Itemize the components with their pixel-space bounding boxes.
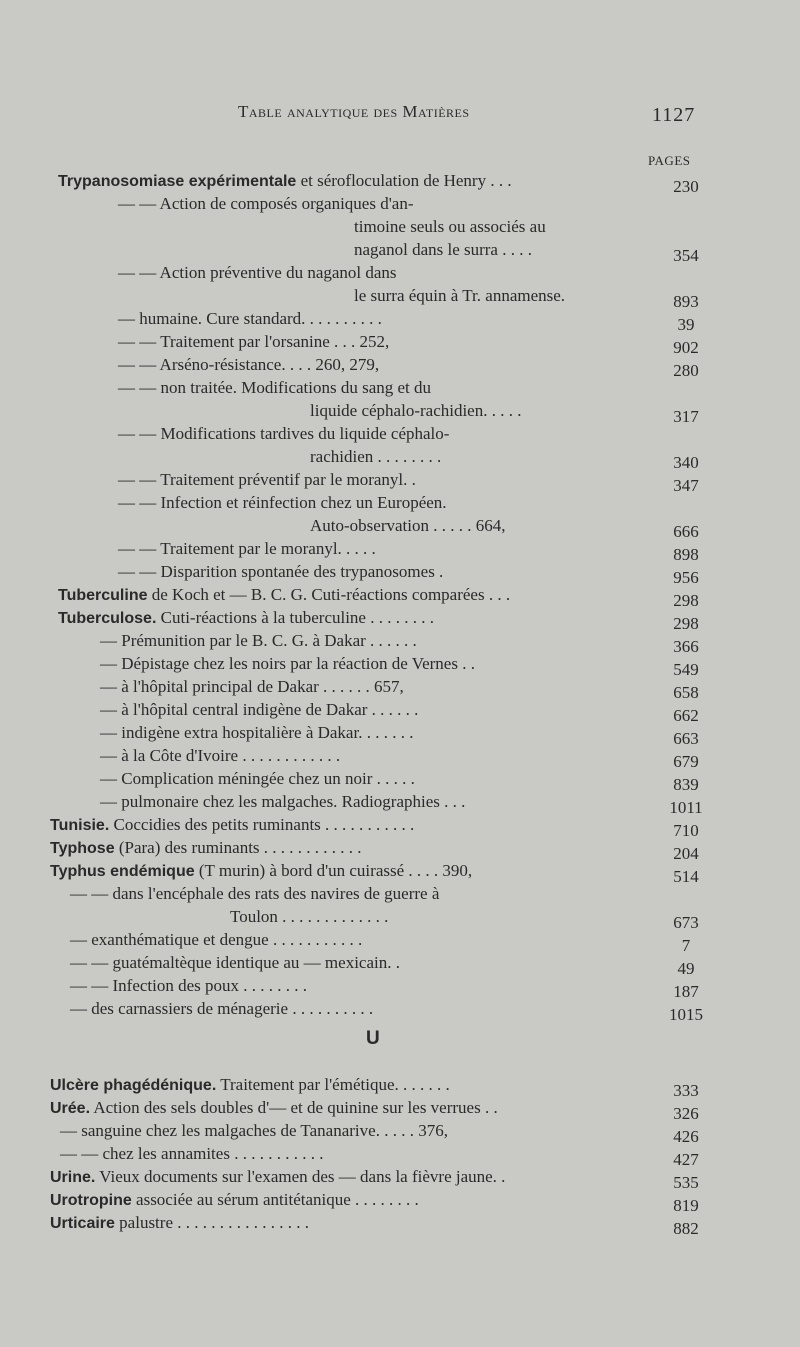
index-entry-text	[100, 768, 415, 790]
index-entry-page: 956	[673, 568, 699, 587]
index-entry-description: — indigène extra hospitalière à Dakar. . . . . . .	[100, 723, 414, 742]
index-entry-page: 549	[673, 660, 699, 679]
index-entry-text	[118, 377, 431, 399]
index-entry-description: — Complication méningée chez un noir . . . . .	[100, 769, 415, 788]
index-entry-headword: Tunisie.	[50, 817, 110, 834]
index-entry	[0, 653, 800, 679]
index-entry-text	[50, 1212, 309, 1235]
index-entry	[0, 308, 800, 334]
index-entry-page: 898	[673, 545, 699, 564]
index-entry	[0, 285, 800, 311]
index-entry	[0, 1097, 800, 1123]
index-entry	[0, 814, 800, 840]
pages-column-label: PAGES	[648, 153, 691, 168]
index-entry-description: — — Traitement par le moranyl. . . . .	[118, 539, 376, 558]
index-entry-description: — — dans l'encéphale des rats des navires de guerre à	[70, 884, 440, 903]
index-entry-description: naganol dans le surra . . . .	[354, 240, 532, 259]
index-entry-description: et sérofloculation de Henry . . .	[296, 171, 512, 190]
index-entry-text	[60, 1143, 323, 1165]
index-entry-description: — — Traitement par l'orsanine . . . 252,	[118, 332, 390, 351]
index-entry	[0, 952, 800, 978]
index-entry-page: 354	[673, 246, 699, 265]
index-entry-text	[118, 354, 379, 376]
index-entry-description: — — Modifications tardives du liquide céphalo-	[118, 424, 450, 443]
index-entry	[0, 377, 800, 399]
index-entry-page: 187	[673, 982, 699, 1001]
index-entry-headword: Urée.	[50, 1100, 91, 1117]
index-entry-description: timoine seuls ou associés au	[354, 217, 546, 236]
index-entry-text	[50, 814, 414, 837]
page-number: 1127	[652, 104, 696, 126]
index-entry-page: 666	[673, 522, 699, 541]
index-entry-page: 298	[673, 614, 699, 633]
index-entry-text	[118, 538, 376, 560]
index-entry-page: 39	[677, 315, 695, 334]
index-entry-text	[70, 975, 307, 997]
index-entry-description: Cuti-réactions à la tuberculine . . . . . . . .	[156, 608, 434, 627]
index-entry-page: 839	[673, 775, 699, 794]
index-entry	[0, 331, 800, 357]
index-entry-text	[118, 423, 449, 445]
index-entry	[0, 492, 800, 514]
index-entry-description: rachidien . . . . . . . .	[310, 447, 442, 466]
index-entry-text	[100, 630, 417, 652]
index-entry	[0, 929, 800, 955]
index-entry-page: 535	[673, 1173, 699, 1192]
index-entry-page: 658	[673, 683, 699, 702]
index-entry	[0, 584, 800, 610]
index-entry-text	[58, 170, 512, 193]
index-entry-description: Traitement par l'émétique. . . . . . .	[216, 1075, 450, 1094]
index-entry-text	[118, 193, 413, 215]
index-entry-headword: Urotropine	[50, 1192, 132, 1209]
index-entry-description: le surra équin à Tr. annamense.	[354, 286, 566, 305]
index-entry	[0, 446, 800, 472]
index-entry	[0, 400, 800, 426]
index-entry	[0, 561, 800, 587]
index-entry-text	[50, 1189, 419, 1212]
index-entry-description: — — Arséno-résistance. . . . 260, 279,	[118, 355, 380, 374]
index-entry	[0, 469, 800, 495]
index-entry-page: 366	[673, 637, 699, 656]
index-entry-page: 317	[673, 407, 699, 426]
index-entry-text	[354, 285, 565, 307]
index-entry	[0, 515, 800, 541]
index-entry-description: liquide céphalo-rachidien. . . . .	[310, 401, 522, 420]
index-entry-text	[100, 699, 418, 721]
index-entry-description: — à l'hôpital principal de Dakar . . . . . . 657,	[100, 677, 404, 696]
index-entry-headword: Tuberculose.	[58, 610, 157, 627]
index-entry-page: 49	[677, 959, 695, 978]
index-entry-description: — pulmonaire chez les malgaches. Radiographies . . .	[100, 792, 466, 811]
index-entry-text	[100, 676, 404, 698]
index-entry-page: 819	[673, 1196, 699, 1215]
index-entry-text	[50, 837, 362, 860]
index-entry	[0, 676, 800, 702]
index-entry	[0, 262, 800, 284]
index-entry-description: associée au sérum antitétanique . . . . . . . .	[131, 1190, 419, 1209]
index-entry	[0, 423, 800, 445]
index-entry-page: 902	[673, 338, 699, 357]
index-entry-description: (Para) des ruminants . . . . . . . . . . . .	[114, 838, 362, 857]
index-entry-page: 893	[673, 292, 699, 311]
index-entry-text	[354, 216, 546, 238]
index-entry-page: 230	[673, 177, 699, 196]
index-entry-text	[70, 929, 362, 951]
index-entry-description: — à la Côte d'Ivoire . . . . . . . . . . . .	[100, 746, 341, 765]
index-entry-text	[100, 722, 413, 744]
index-entry-text	[70, 883, 439, 905]
index-entry-text	[100, 745, 340, 767]
index-entry	[0, 607, 800, 633]
index-entry-headword: Typhose	[50, 840, 115, 857]
index-entry	[0, 768, 800, 794]
index-entry-description: — — Infection des poux . . . . . . . .	[70, 976, 308, 995]
index-entry	[0, 1074, 800, 1100]
index-entry-description: — Dépistage chez les noirs par la réaction de Vernes . .	[100, 654, 475, 673]
index-entry-text	[118, 561, 443, 583]
index-entry-page: 662	[673, 706, 699, 725]
index-entry	[0, 630, 800, 656]
index-entry-page: 882	[673, 1219, 699, 1238]
index-entry	[0, 906, 800, 932]
index-entry-description: — — Action de composés organiques d'an-	[118, 194, 414, 213]
index-entry-headword: Trypanosomiase expérimentale	[58, 173, 297, 190]
index-entry-text	[310, 446, 441, 468]
index-entry-description: Toulon . . . . . . . . . . . . .	[230, 907, 389, 926]
index-entry	[0, 745, 800, 771]
index-entry-description: de Koch et — B. C. G. Cuti-réactions comparées . . .	[147, 585, 511, 604]
index-entry-description: — — Infection et réinfection chez un Européen.	[118, 493, 447, 512]
index-entry-page: 710	[673, 821, 699, 840]
index-entry-text	[230, 906, 388, 928]
index-entry-page: 326	[673, 1104, 699, 1123]
index-entry-description: — — Traitement préventif par le moranyl. .	[118, 470, 416, 489]
index-entry-description: Vieux documents sur l'examen des — dans la fièvre jaune. .	[95, 1167, 506, 1186]
index-entry-page: 333	[673, 1081, 699, 1100]
index-entry-description: (T murin) à bord d'un cuirassé . . . . 390,	[194, 861, 473, 880]
index-entry-text	[70, 998, 373, 1020]
index-entry-page: 7	[681, 936, 691, 955]
index-entry	[0, 699, 800, 725]
index-entry	[0, 354, 800, 380]
index-entry	[0, 193, 800, 215]
index-entry-page: 1011	[669, 798, 703, 817]
index-entry-page: 347	[673, 476, 699, 495]
index-entry-description: Coccidies des petits ruminants . . . . . . . . . . .	[109, 815, 415, 834]
index-entry-page: 679	[673, 752, 699, 771]
index-entry-description: Action des sels doubles d'— et de quinine sur les verrues . .	[90, 1098, 498, 1117]
index-entry-headword: Urine.	[50, 1169, 96, 1186]
index-entry-text	[118, 331, 389, 353]
index-entry	[0, 998, 800, 1024]
index-entry	[0, 538, 800, 564]
index-entry-headword: Tuberculine	[58, 587, 148, 604]
index-entry	[0, 170, 800, 196]
index-entry-page: 280	[673, 361, 699, 380]
index-entry-description: — — non traitée. Modifications du sang et du	[118, 378, 432, 397]
index-entry-text	[58, 607, 434, 630]
index-entry-text	[118, 308, 382, 330]
index-entry-description: Auto-observation . . . . . 664,	[310, 516, 506, 535]
index-entry	[0, 1166, 800, 1192]
index-entry-description: — — chez les annamites . . . . . . . . . . .	[60, 1144, 324, 1163]
index-entry-description: — — guatémaltèque identique au — mexicain. .	[70, 953, 400, 972]
index-entry-text	[310, 515, 505, 537]
running-head: Table analytique des Matières	[238, 102, 470, 121]
index-entry-page: 340	[673, 453, 699, 472]
index-entry-headword: Urticaire	[50, 1215, 115, 1232]
index-entry-description: — — Disparition spontanée des trypanosomes .	[118, 562, 444, 581]
index-entry	[0, 239, 800, 265]
index-entry	[0, 837, 800, 863]
index-entry	[0, 883, 800, 905]
index-entry-text	[50, 860, 472, 883]
index-entry-text	[118, 262, 397, 284]
index-entry-headword: Typhus endémique	[50, 863, 195, 880]
index-entry-description: — humaine. Cure standard. . . . . . . . . .	[118, 309, 382, 328]
index-entry-description: — — Action préventive du naganol dans	[118, 263, 397, 282]
index-entry-text	[118, 492, 447, 514]
index-entry-description: — Prémunition par le B. C. G. à Dakar . . . . . .	[100, 631, 417, 650]
index-entry-text	[100, 653, 475, 675]
index-entry-description: — à l'hôpital central indigène de Dakar . . . . . .	[100, 700, 419, 719]
index-entry	[0, 1212, 800, 1238]
index-entry-description: — exanthématique et dengue . . . . . . . . . . .	[70, 930, 363, 949]
index-entry-text	[50, 1097, 498, 1120]
index-entry-text	[50, 1074, 450, 1097]
index-entry-page: 427	[673, 1150, 699, 1169]
index-entry	[0, 1143, 800, 1169]
index-entry-text	[58, 584, 510, 607]
index-entry-description: — sanguine chez les malgaches de Tananarive. . . . . 376,	[60, 1121, 448, 1140]
index-entry-headword: Ulcère phagédénique.	[50, 1077, 217, 1094]
index-entry-text	[50, 1166, 505, 1189]
index-entry-page: 204	[673, 844, 699, 863]
index-entry	[0, 722, 800, 748]
index-entry-description: palustre . . . . . . . . . . . . . . . .	[114, 1213, 309, 1232]
index-entry-page: 298	[673, 591, 699, 610]
index-entry-description: — des carnassiers de ménagerie . . . . . . . . . .	[70, 999, 374, 1018]
index-entry-page: 663	[673, 729, 699, 748]
index-entry	[0, 216, 800, 238]
index-entry-text	[70, 952, 400, 974]
index-entry-text	[60, 1120, 448, 1142]
index-entry-text	[310, 400, 521, 422]
index-entry	[0, 860, 800, 886]
index-entry-page: 514	[673, 867, 699, 886]
index-entry	[0, 975, 800, 1001]
index-entry-page: 426	[673, 1127, 699, 1146]
index-entry	[0, 1120, 800, 1146]
index-entry	[0, 791, 800, 817]
index-entry-page: 1015	[669, 1005, 703, 1024]
index-entry-text	[354, 239, 532, 261]
index-entry-text	[118, 469, 416, 491]
section-letter-heading: U	[366, 1028, 380, 1049]
index-entry-text	[100, 791, 465, 813]
index-entry	[0, 1189, 800, 1215]
index-entry-page: 673	[673, 913, 699, 932]
